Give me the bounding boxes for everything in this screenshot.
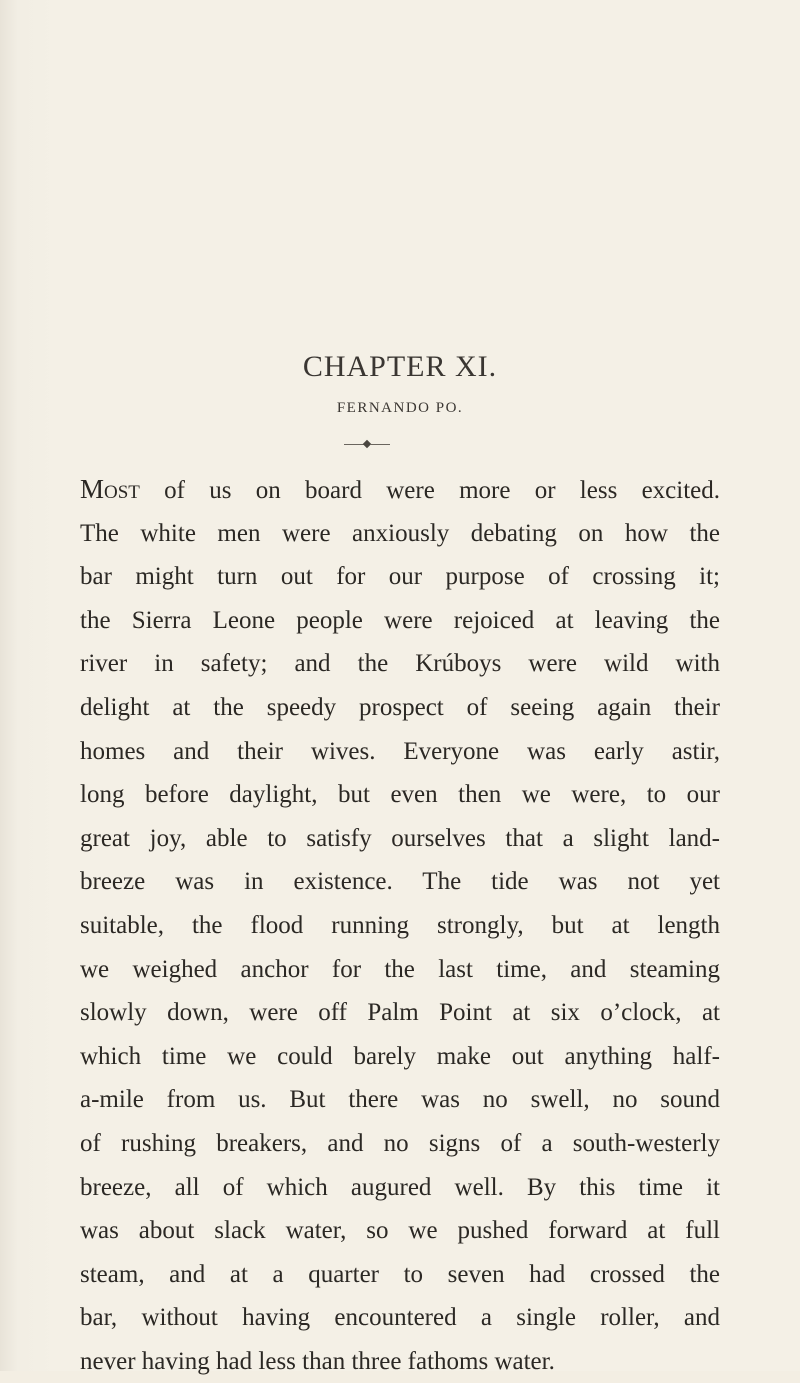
paragraph-line — [80, 468, 720, 512]
paragraph-line-text: of us on board were more or less excited. — [139, 477, 720, 504]
paragraph-line: of rushing breakers, and no signs of a south-westerly — [80, 1129, 720, 1157]
paragraph-first-word: Most — [80, 474, 140, 504]
paragraph-line: bar, without having encountered a single roller, and — [80, 1304, 720, 1332]
chapter-body-paragraph — [80, 468, 720, 1383]
paragraph-line: The white men were anxiously debating on how the — [80, 519, 720, 547]
paragraph-line: river in safety; and the Krúboys were wild with — [80, 650, 720, 678]
paragraph-line: a-mile from us. But there was no swell, no sound — [80, 1086, 720, 1114]
paragraph-line: delight at the speedy prospect of seeing again their — [80, 693, 720, 721]
paragraph-line: breeze was in existence. The tide was not yet — [80, 868, 720, 896]
paragraph-line: which time we could barely make out anything half- — [80, 1042, 720, 1070]
paragraph-line: never having had less than three fathoms water. — [80, 1347, 555, 1375]
ornament-right-rule — [370, 444, 390, 445]
paragraph-line: steam, and at a quarter to seven had crossed the — [80, 1260, 720, 1288]
paragraph-line: long before daylight, but even then we were, to our — [80, 781, 720, 809]
chapter-title: CHAPTER XI. — [302, 350, 498, 383]
dash-diamond-ornament-icon — [344, 440, 390, 450]
ornament-left-rule — [344, 444, 364, 445]
paragraph-line: breeze, all of which augured well. By this time it — [80, 1173, 720, 1201]
paragraph-line: homes and their wives. Everyone was early astir, — [80, 737, 720, 765]
chapter-subtitle: FERNANDO PO. — [336, 400, 464, 416]
paragraph-line: the Sierra Leone people were rejoiced at leaving the — [80, 606, 720, 634]
paragraph-line: slowly down, were off Palm Point at six o’clock, at — [80, 999, 720, 1027]
paragraph-line: was about slack water, so we pushed forward at full — [80, 1217, 720, 1245]
paragraph-line: we weighed anchor for the last time, and steaming — [80, 955, 720, 983]
paragraph-line: great joy, able to satisfy ourselves that a slight land- — [80, 824, 720, 852]
paragraph-line: suitable, the flood running strongly, but at length — [80, 911, 720, 939]
paragraph-line: bar might turn out for our purpose of crossing it; — [80, 563, 720, 591]
